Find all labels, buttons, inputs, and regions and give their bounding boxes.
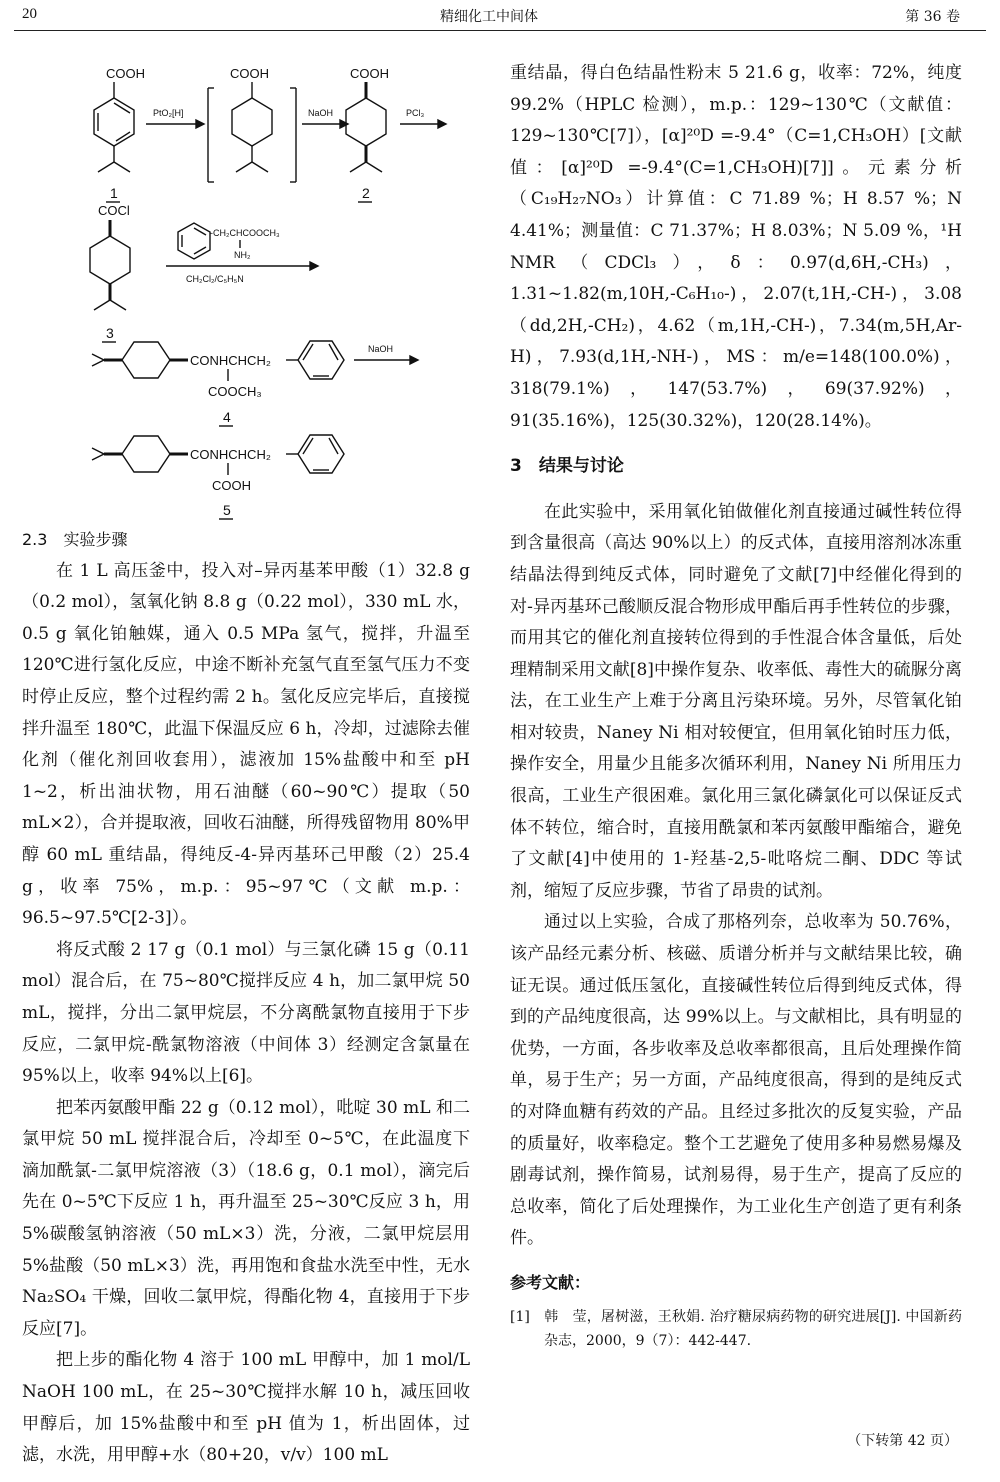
paragraph-characterization: 重结晶，得白色结晶性粉末 5 21.6 g，收率：72%，纯度 99.2%（HPLC 检测），m.p.：129~130℃（文献值：129~130℃[7]），[α]²⁰D =-9.4°（C=1,CH₃OH）[文献值：[α]²⁰D =-9.4°(C=1,CH₃OH)[7]]。元素分析（C₁₉H₂₇NO₃）计算值：C 71.89 %；H 8.57 %；N 4.41%；测量值：C 71.37%；H 8.03%；N 5.09 %，¹H NMR（CDCl₃），δ：0.97(d,6H,-CH₃)，1.31~1.82(m,10H,-C₆H₁₀-)，2.07(t,1H,-CH-)，3.08（dd,2H,-CH₂)，4.62（m,1H,-CH-)，7.34(m,5H,Ar-H)，7.93(d,1H,-NH-)，MS：m/e=148(100.0%)，318(79.1%)，147(53.7%)，69(37.92%)，91(35.16%)，125(30.32%)，120(28.14%)。 — [510, 63, 962, 431]
page-number: 20 — [22, 6, 37, 22]
paragraph-chlorination: 将反式酸 2 17 g（0.1 mol）与三氯化磷 15 g（0.11 mol）混合后，在 75~80℃搅拌反应 4 h，加二氯甲烷 50 mL，搅拌，分出二氯甲烷层，不分离酰氯物直接用于下步反应，二氯甲烷-酰氯物溶液（中间体 3）经测定含氯量在 95%以上，收率 94%以上[6]。 — [22, 939, 470, 1087]
reagent-ester: -CH₂CHCOOCH₃ — [210, 228, 280, 238]
journal-title: 精细化工中间体 — [440, 9, 538, 25]
compound-label-4: 4 — [223, 409, 231, 425]
compound-5-structure — [92, 435, 344, 519]
conh-label-4: CONHCHCH₂ — [190, 353, 271, 368]
reagent-nh2: NH₂ — [234, 250, 251, 260]
section-heading-2-3: 2.3 实验步骤 — [22, 530, 128, 549]
continued-note: （下转第 42 页） — [847, 1433, 958, 1449]
paragraph-hydrolysis: 把上步的酯化物 4 溶于 100 mL 甲醇中，加 1 mol/L NaOH 100 mL，在 25~30℃搅拌水解 10 h，减压回收甲醇后，加 15%盐酸中和至 pH 值为 1，析出固体，过滤，水洗，用甲醇+水（80+20，v/v）100 mL — [22, 1350, 470, 1466]
compound-label-5: 5 — [223, 502, 231, 518]
conh-label-5: CONHCHCH₂ — [190, 447, 271, 462]
phenylalanine-ester — [178, 223, 280, 260]
cooh-label-2: COOH — [350, 66, 389, 81]
references-heading: 参考文献： — [510, 1272, 591, 1292]
cooh-final-label: COOH — [212, 478, 251, 493]
reagent-naoh-2: NaOH — [368, 344, 394, 354]
compound-2-structure — [346, 66, 389, 202]
compound-label-3: 3 — [106, 325, 114, 341]
arrow-4-head — [310, 262, 318, 270]
header-rule — [14, 30, 986, 31]
section-heading-3: 3 结果与讨论 — [510, 456, 624, 477]
compound-label-1: 1 — [110, 185, 118, 201]
reference-1: [1] 韩 莹，屠树滋，王秋娟. 治疗糖尿病药物的研究进展[J]. 中国新药杂志，2000，9（7）：442-447. — [510, 1308, 962, 1349]
volume-label: 第 36 卷 — [905, 9, 960, 25]
paragraph-conclusion: 通过以上实验，合成了那格列奈，总收率为 50.76%，该产品经元素分析、核磁、质谱分析并与文献结果比较，确证无误。通过低压氢化，直接碱性转位后得到纯反式体，得到的产品纯度很高，达 99%以上。与文献相比，具有明显的优势，一方面，各步收率及总收率都很高，且后处理操作简单，易于生产；另一方面，产品纯度很高，得到的是纯反式的对降血糖有药效的产品。且经过多批次的反复实验，产品的质量好，收率稳定。整个工艺避免了使用多种易燃易爆及剧毒试剂，操作简易，试剂易得，易于生产，提高了反应的总收率，简化了后处理操作，为工业化生产创造了更有利条件。 — [510, 912, 962, 1249]
compound-label-2: 2 — [362, 185, 370, 201]
scheme-svg — [18, 40, 488, 530]
compound-1-structure — [94, 66, 145, 202]
reagent-pto2: PtO₂[H] — [153, 108, 184, 118]
intermediate-structure — [208, 66, 296, 182]
page-header — [0, 0, 1000, 28]
arrow-1-head — [196, 120, 204, 128]
synthesis-scheme — [18, 40, 488, 530]
paragraph-hydrogenation: 在 1 L 高压釜中，投入对–异丙基苯甲酸（1）32.8 g（0.2 mol），氢氧化钠 8.8 g（0.22 mol），330 mL 水，0.5 g 氧化铂触媒，通入 0.5 MPa 氢气，搅拌，升温至 120℃进行氢化反应，中途不断补充氢气直至氢气压力不变时停止反应，整个过程约需 2 h。氢化反应完毕后，直接搅拌升温至 180℃，此温下保温反应 6 h，冷却，过滤除去催化剂（催化剂回收套用），滤液加 15%盐酸中和至 pH 1~2，析出油状物，用石油醚（60~90℃）提取（50 mL×2），合并提取液，回收石油醚，所得残留物用 80%甲醇 60 mL 重结晶，得纯反-4-异丙基环己甲酸（2）25.4 g，收率 75%，m.p.：95~97℃（文献 m.p.：96.5~97.5℃[2-3]）。 — [22, 560, 470, 929]
cocl-label: COCl — [98, 203, 130, 218]
paragraph-discussion: 在此实验中，采用氧化铂做催化剂直接通过碱性转位得到含量很高（高达 90%以上）的反式体，直接用溶剂冰冻重结晶法得到纯反式体，同时避免了文献[7]中经催化得到的对-异丙基环己酸顺反混合物形成甲酯后再手性转位的步骤，而用其它的催化剂直接转位得到的手性混合体含量低，后处理精制采用文献[8]中操作复杂、收率低、毒性大的硫脲分离法，在工业生产上难于分离且污染环境。另外，尽管氧化铂相对较贵，Naney Ni 相对较便宜，但用氧化铂时压力低，操作安全，用量少且能多次循环利用，Naney Ni 所用压力很高，工业生产很困难。氯化用三氯化磷氯化可以保证反式体不转位，缩合时，直接用酰氯和苯丙氨酸甲酯缩合，避免了文献[4]中使用的 1-羟基-2,5-吡咯烷二酮、DDC 等试剂，缩短了反应步骤，节省了昂贵的试剂。 — [510, 501, 962, 901]
reagent-pcl3: PCl₃ — [406, 108, 425, 118]
compound-4-structure — [92, 341, 344, 426]
paragraph-condensation: 把苯丙氨酸甲酯 22 g（0.12 mol），吡啶 30 mL 和二氯甲烷 50 mL 搅拌混合后，冷却至 0~5℃，在此温度下滴加酰氯-二氯甲烷溶液（3）（18.6 g，0.1 mol），滴完后先在 0~5℃下反应 1 h，再升温至 25~30℃反应 3 h，用 5%碳酸氢钠溶液（50 mL×3）洗，分液，二氯甲烷层用 5%盐酸（50 mL×3）洗，再用饱和食盐水洗至中性，无水 Na₂SO₄ 干燥，回收二氯甲烷，得酯化物 4，直接用于下步反应[7]。 — [22, 1097, 470, 1339]
compound-3-structure — [90, 203, 130, 342]
left-column — [22, 524, 470, 1472]
arrow-3-head — [438, 120, 446, 128]
arrow-2-head — [340, 120, 348, 128]
reagent-solvent: CH₂Cl₂/C₅H₅N — [186, 274, 244, 284]
arrow-5-head — [410, 356, 418, 364]
reagent-naoh-1: NaOH — [308, 108, 334, 118]
right-column — [510, 58, 962, 1353]
cooch3-label: COOCH₃ — [208, 384, 262, 399]
cooh-label-1: COOH — [106, 66, 145, 81]
cooh-label-int: COOH — [230, 66, 269, 81]
